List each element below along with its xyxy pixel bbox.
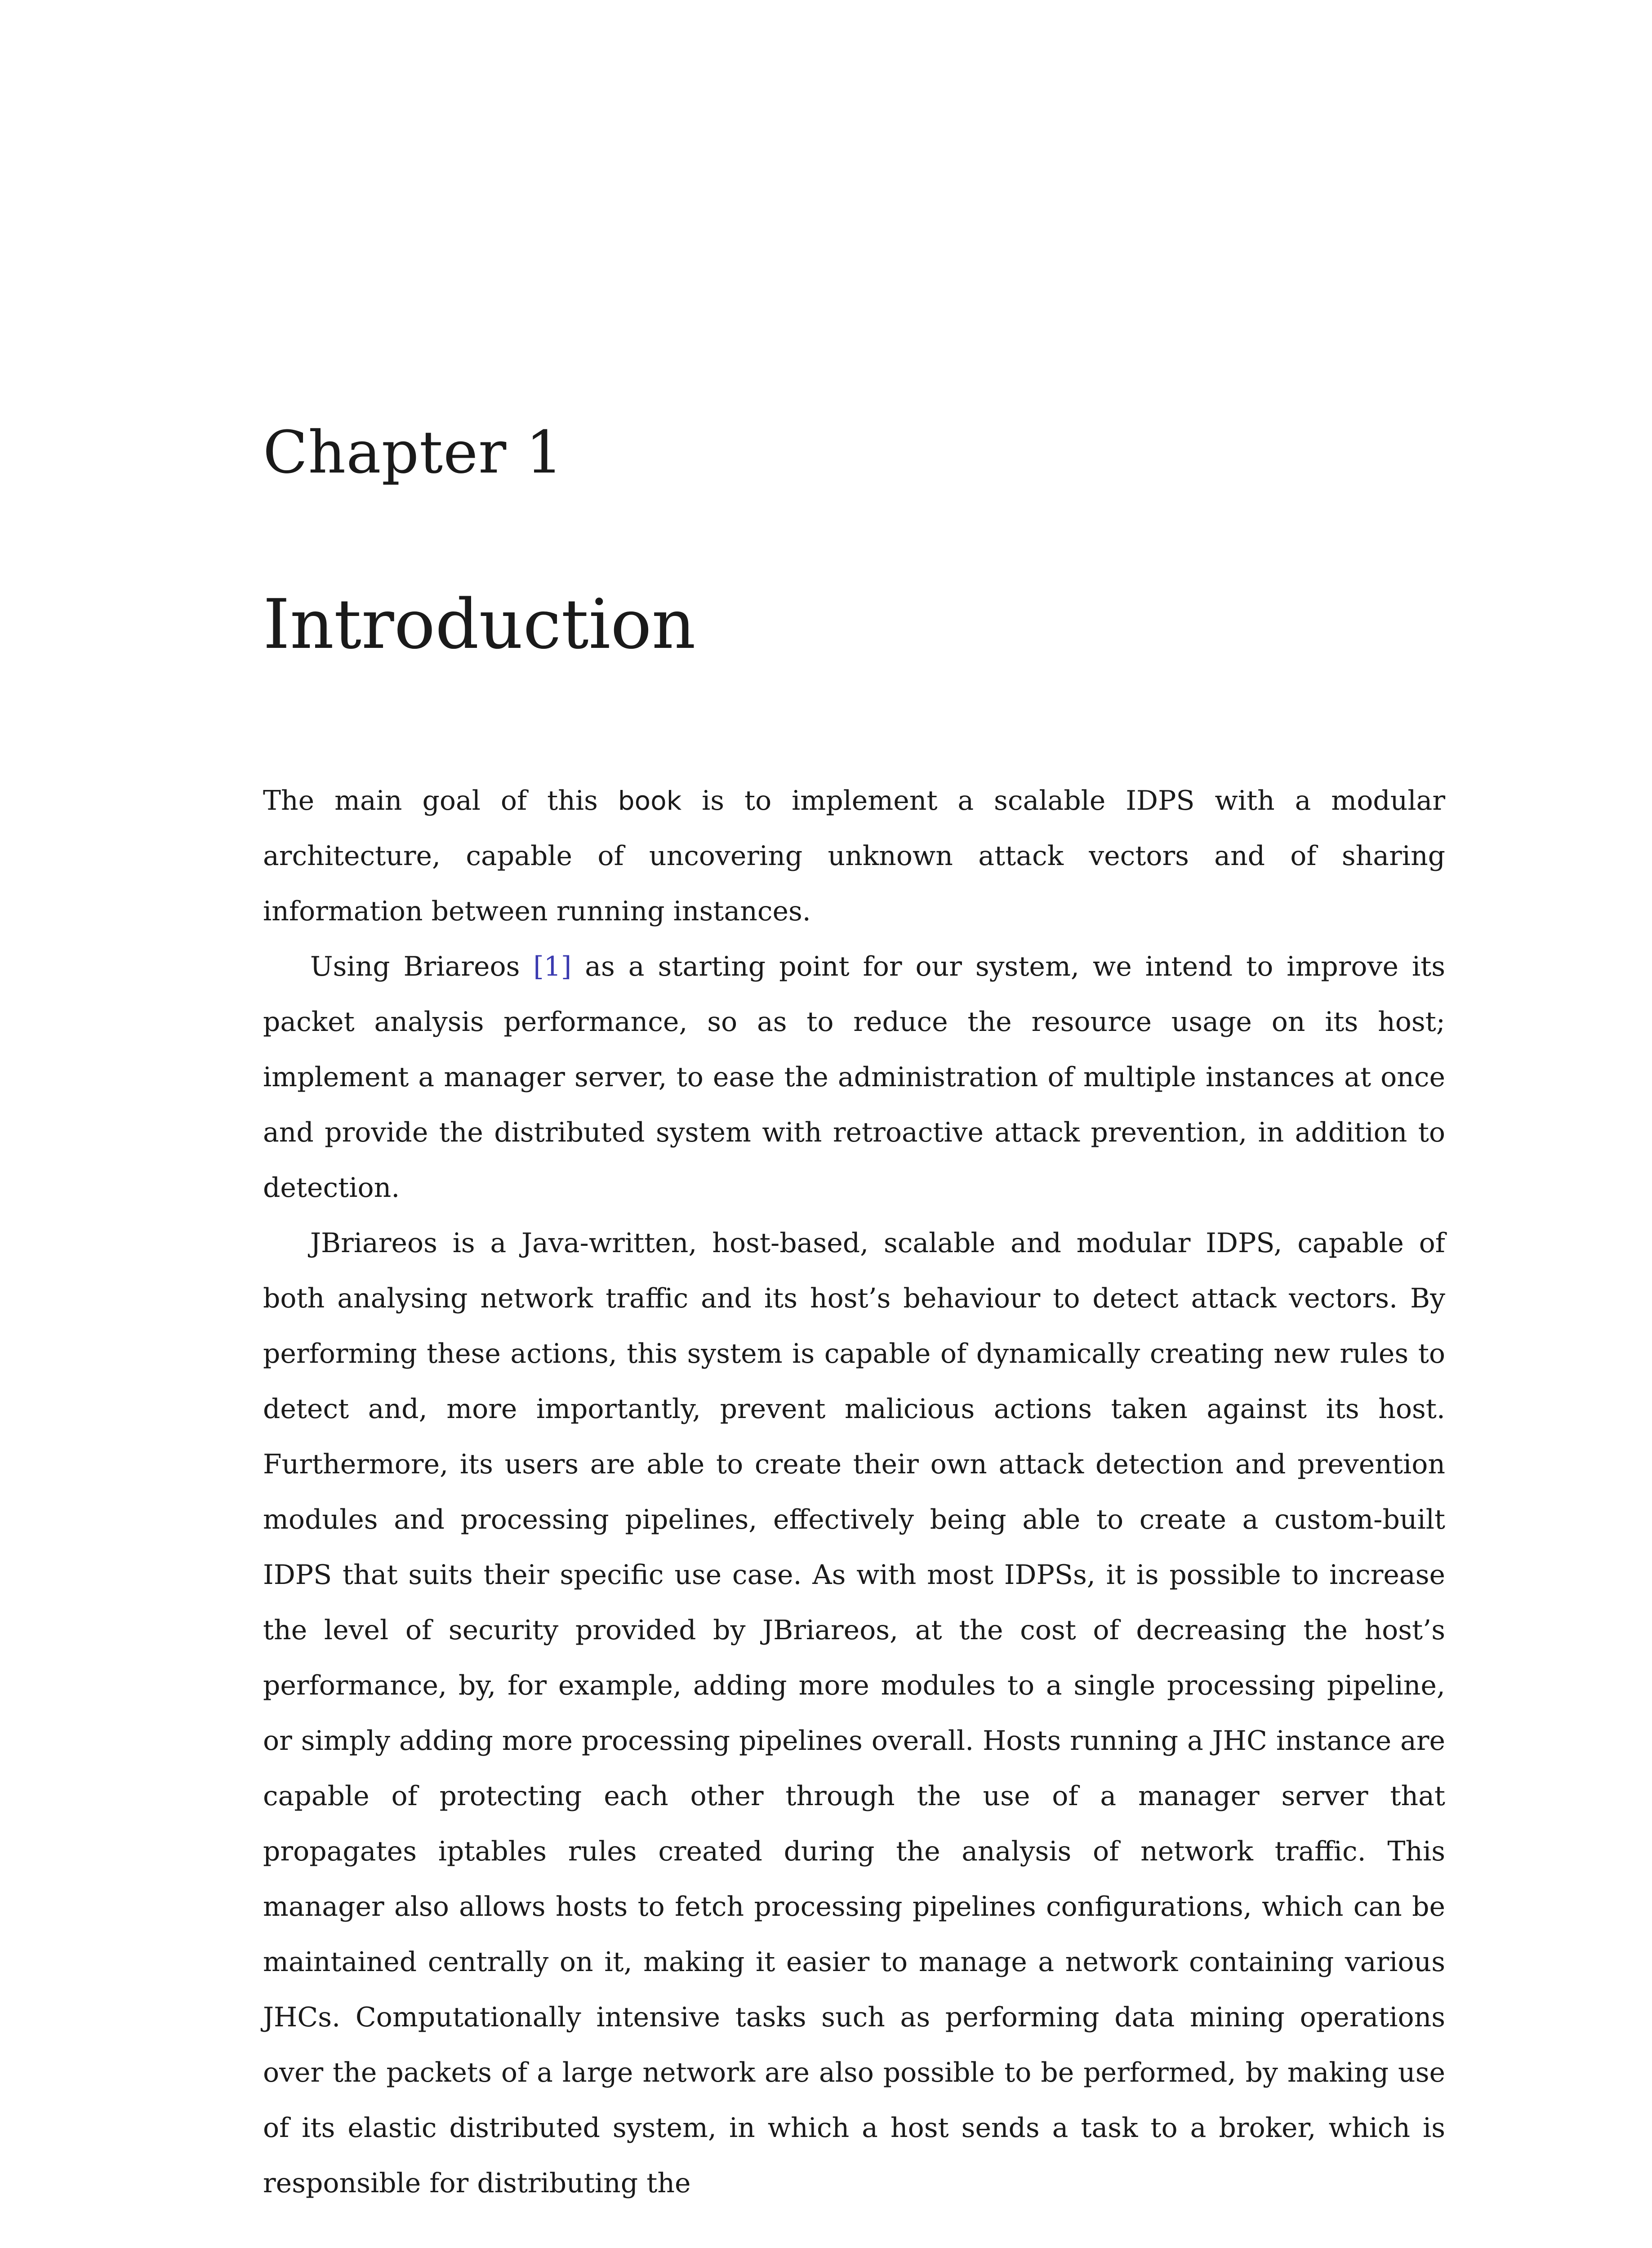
chapter-title: Introduction — [263, 584, 696, 664]
citation-link[interactable]: [1] — [533, 951, 572, 982]
paragraph-1-end: is to implement a scalable IDPS with a modular architecture, capable of uncovering unknown attack vectors and of sharing information between running instances. — [263, 785, 1446, 927]
paragraph-1-start: The main goal of this — [263, 785, 618, 816]
paragraph-2-start: Using Briareos — [310, 951, 534, 982]
body-text — [263, 773, 1445, 2211]
paragraph-1 — [263, 773, 1445, 939]
paragraph-2-end: as a starting point for our system, we intend to improve its packet analysis performance, so as to reduce the resource usage on its host; implement a manager server, to ease the administration of multiple instances at once and provide the distributed system with retroactive attack prevention, in addition to detection. — [263, 951, 1445, 1204]
paragraph-2 — [263, 939, 1445, 1216]
book-term: book — [618, 785, 682, 816]
paragraph-3: JBriareos is a Java-written, host-based, scalable and modular IDPS, capable of both analysing network traffic and its host’s behaviour to detect attack vectors. By performing these actions, this system is capable of dynamically creating new rules to detect and, more importantly, prevent malicious actions taken against its host. Furthermore, its users are able to create their own attack detection and prevention modules and processing pipelines, effectively being able to create a custom-built IDPS that suits their specific use case. As with most IDPSs, it is possible to increase the level of security provided by JBriareos, at the cost of decreasing the host’s performance, by, for example, adding more modules to a single processing pipeline, or simply adding more processing pipelines overall. Hosts running a JHC instance are capable of protecting each other through the use of a manager server that propagates iptables rules created during the analysis of network traffic. This manager also allows hosts to fetch processing pipelines configurations, which can be maintained centrally on it, making it easier to manage a network containing various JHCs. Computationally intensive tasks such as performing data mining operations over the packets of a large network are also possible to be performed, by making use of its elastic distributed system, in which a host sends a task to a broker, which is responsible for distributing the — [263, 1227, 1445, 2199]
chapter-label: Chapter 1 — [263, 418, 564, 486]
